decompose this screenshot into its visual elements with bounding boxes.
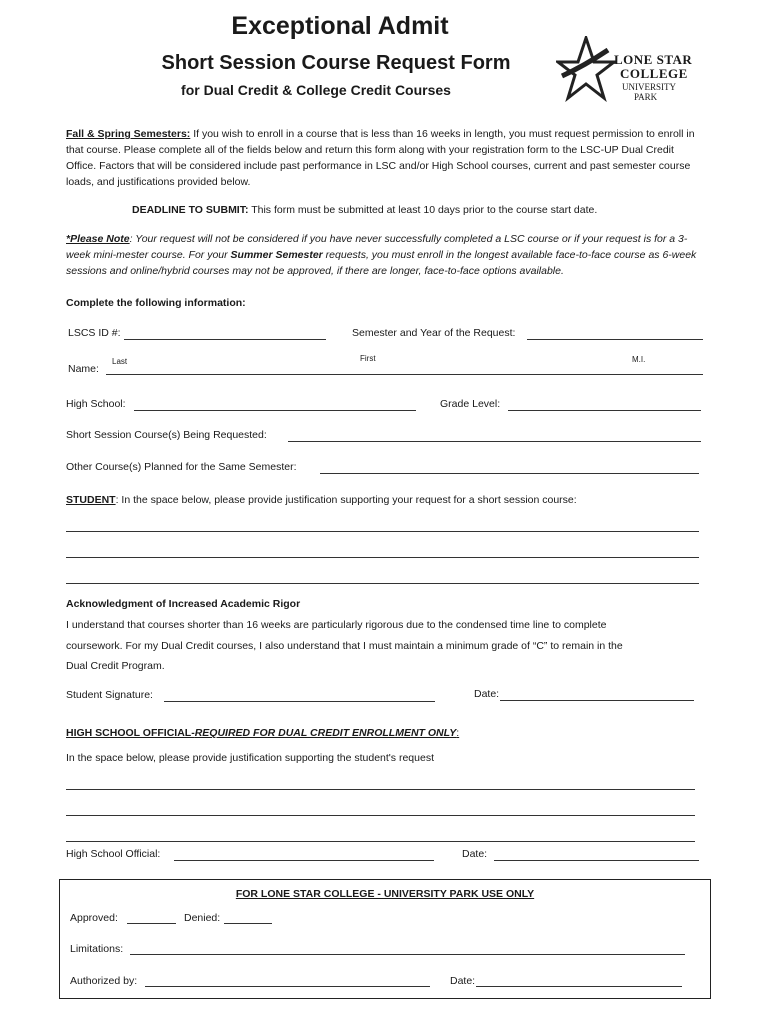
semester-label: Semester and Year of the Request:	[352, 327, 516, 339]
hs-justification-line-1[interactable]	[66, 789, 695, 790]
semester-field[interactable]	[527, 339, 703, 340]
student-justification-line-1[interactable]	[66, 531, 699, 532]
hs-official-signature-label: High School Official:	[66, 848, 161, 860]
logo-line1: LONE STAR	[614, 52, 693, 67]
note-text1: : Your request will not be considered if you have never successfully completed a LSC course or if your request is for a 3-week mini-mester course. For your	[66, 233, 688, 261]
hs-official-signature-field[interactable]	[174, 860, 434, 861]
info-heading: Complete the following information:	[66, 297, 246, 309]
hs-official-label: HIGH SCHOOL OFFICIAL-	[66, 727, 195, 739]
student-date-label: Date:	[474, 688, 500, 700]
form-tagline: for Dual Credit & College Credit Courses	[181, 82, 451, 98]
student-signature-field[interactable]	[164, 701, 435, 702]
grade-level-field[interactable]	[508, 410, 701, 411]
other-courses-field[interactable]	[320, 473, 699, 474]
limitations-field[interactable]	[130, 954, 685, 955]
grade-level-label: Grade Level:	[440, 398, 501, 410]
office-date-field[interactable]	[476, 986, 682, 987]
student-text: : In the space below, please provide justification supporting your request for a short session course:	[115, 494, 577, 506]
name-first-label: First	[360, 354, 376, 363]
intro-paragraph	[66, 126, 706, 190]
hs-official-date-field[interactable]	[494, 860, 699, 861]
ack-line1: I understand that courses shorter than 16 weeks are particularly rigorous due to the condensed time line to complete	[66, 619, 607, 631]
deadline	[132, 204, 597, 216]
name-last-label: Last	[112, 357, 128, 366]
lscs-id-label: LSCS ID #:	[68, 327, 121, 339]
lscs-id-field[interactable]	[124, 339, 326, 340]
courses-requested-label: Short Session Course(s) Being Requested:	[66, 429, 267, 441]
form-subtitle: Short Session Course Request Form	[161, 52, 511, 74]
ack-line2: coursework. For my Dual Credit courses, I also understand that I must maintain a minimum grade of “C” to remain in the	[66, 640, 623, 652]
hs-justification-line-2[interactable]	[66, 815, 695, 816]
hs-official-label-italic: REQUIRED FOR DUAL CREDIT ENROLLMENT ONLY	[194, 727, 457, 739]
authorized-by-label: Authorized by:	[70, 975, 138, 987]
name-label: Name:	[68, 363, 99, 375]
office-use-box	[59, 879, 711, 999]
hs-official-heading	[66, 727, 459, 739]
lone-star-college-logo	[556, 36, 696, 106]
student-instruction	[66, 494, 577, 506]
high-school-label: High School:	[66, 398, 126, 410]
approved-label: Approved:	[70, 912, 118, 924]
intro-text: If you wish to enroll in a course that is less than 16 weeks in length, you must request permission to enroll in that course. Please complete all of the fields below and return this form along with your registration form to the LSC-UP Dual Credit Office. Factors that will be considered include past performance in LSC and/or High School courses, current and past semester course loads, and justifications provided below.	[66, 128, 695, 188]
deadline-label: DEADLINE TO SUBMIT:	[132, 204, 249, 216]
approved-field[interactable]	[127, 923, 176, 924]
student-label: STUDENT	[66, 494, 116, 506]
note-label: *Please Note	[66, 233, 130, 245]
student-justification-line-3[interactable]	[66, 583, 699, 584]
student-justification-line-2[interactable]	[66, 557, 699, 558]
denied-field[interactable]	[224, 923, 272, 924]
other-courses-label: Other Course(s) Planned for the Same Semester:	[66, 461, 297, 473]
note-text2: requests, you must enroll in the longest available face-to-face course as 6-week sessions and online/hybrid courses may not be approved, if there are longer, face-to-face options available.	[66, 249, 697, 277]
logo-line3: UNIVERSITY	[622, 82, 676, 92]
denied-label: Denied:	[184, 912, 221, 924]
courses-requested-field[interactable]	[288, 441, 701, 442]
student-signature-label: Student Signature:	[66, 689, 153, 701]
hs-official-colon: :	[456, 727, 460, 739]
office-date-label: Date:	[450, 975, 476, 987]
star-icon	[556, 36, 616, 102]
logo-line4: PARK	[634, 92, 658, 102]
intro-lead: Fall & Spring Semesters:	[66, 128, 191, 140]
hs-official-date-label: Date:	[462, 848, 488, 860]
authorized-by-field[interactable]	[145, 986, 430, 987]
deadline-text: This form must be submitted at least 10 days prior to the course start date.	[248, 204, 598, 216]
limitations-label: Limitations:	[70, 943, 124, 955]
student-date-field[interactable]	[500, 700, 694, 701]
name-mi-label: M.I.	[632, 355, 646, 364]
high-school-field[interactable]	[134, 410, 416, 411]
ack-heading: Acknowledgment of Increased Academic Rigor	[66, 598, 301, 610]
office-use-heading: FOR LONE STAR COLLEGE - UNIVERSITY PARK USE ONLY	[235, 888, 535, 900]
note-paragraph	[66, 231, 706, 279]
logo-line2: COLLEGE	[620, 66, 688, 81]
hs-justification-line-3[interactable]	[66, 841, 695, 842]
ack-line3: Dual Credit Program.	[66, 660, 165, 672]
form-title: Exceptional Admit	[231, 12, 449, 40]
name-field[interactable]	[106, 374, 703, 375]
note-bold: Summer Semester	[230, 249, 323, 261]
hs-official-instruction: In the space below, please provide justification supporting the student's request	[66, 752, 434, 764]
